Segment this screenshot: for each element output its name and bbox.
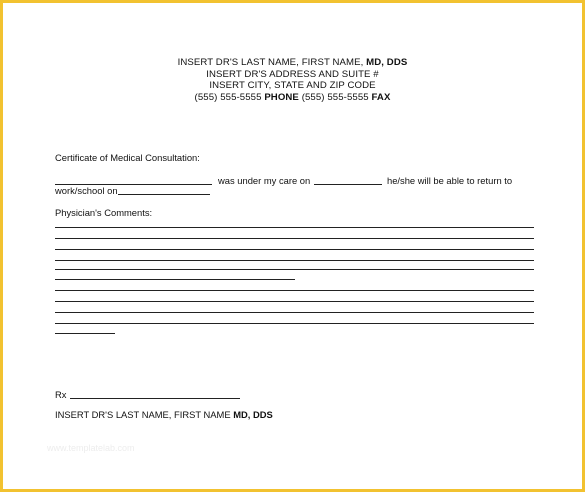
address-line: INSERT DR'S ADDRESS AND SUITE # — [206, 68, 379, 80]
comment-line[interactable] — [55, 323, 534, 324]
under-care-text: was under my care on — [218, 175, 311, 186]
contact-line: (555) 555-5555 PHONE (555) 555-5555 FAX — [194, 91, 391, 103]
return-text: he/she will be able to return to — [387, 175, 513, 186]
work-school-text: work/school on — [55, 185, 118, 196]
return-date-blank[interactable] — [118, 194, 210, 195]
document-page — [3, 3, 582, 489]
signature-name: INSERT DR'S LAST NAME, FIRST NAME MD, DDS — [55, 409, 273, 420]
comment-line[interactable] — [55, 249, 534, 250]
comment-line[interactable] — [55, 301, 534, 302]
comment-line[interactable] — [55, 312, 534, 313]
rx-signature-blank[interactable] — [70, 398, 240, 399]
comment-line[interactable] — [55, 260, 534, 261]
comments-label: Physician's Comments: — [55, 207, 153, 218]
letterhead — [3, 57, 582, 103]
comment-line[interactable] — [55, 290, 534, 291]
comment-line-short[interactable] — [55, 279, 295, 280]
comment-line[interactable] — [55, 227, 534, 228]
doctor-credentials: MD, DDS — [366, 57, 408, 68]
watermark: www.templatelab.com — [47, 443, 135, 453]
city-line: INSERT CITY, STATE AND ZIP CODE — [209, 80, 376, 91]
doctor-name-line: INSERT DR'S LAST NAME, FIRST NAME, MD, DDS — [177, 57, 408, 68]
comment-line[interactable] — [55, 238, 534, 239]
certificate-title: Certificate of Medical Consultation: — [55, 152, 200, 163]
comment-line-end[interactable] — [55, 333, 115, 334]
comment-line[interactable] — [55, 269, 534, 270]
rx-label: Rx — [55, 389, 67, 400]
care-date-blank[interactable] — [314, 184, 382, 185]
